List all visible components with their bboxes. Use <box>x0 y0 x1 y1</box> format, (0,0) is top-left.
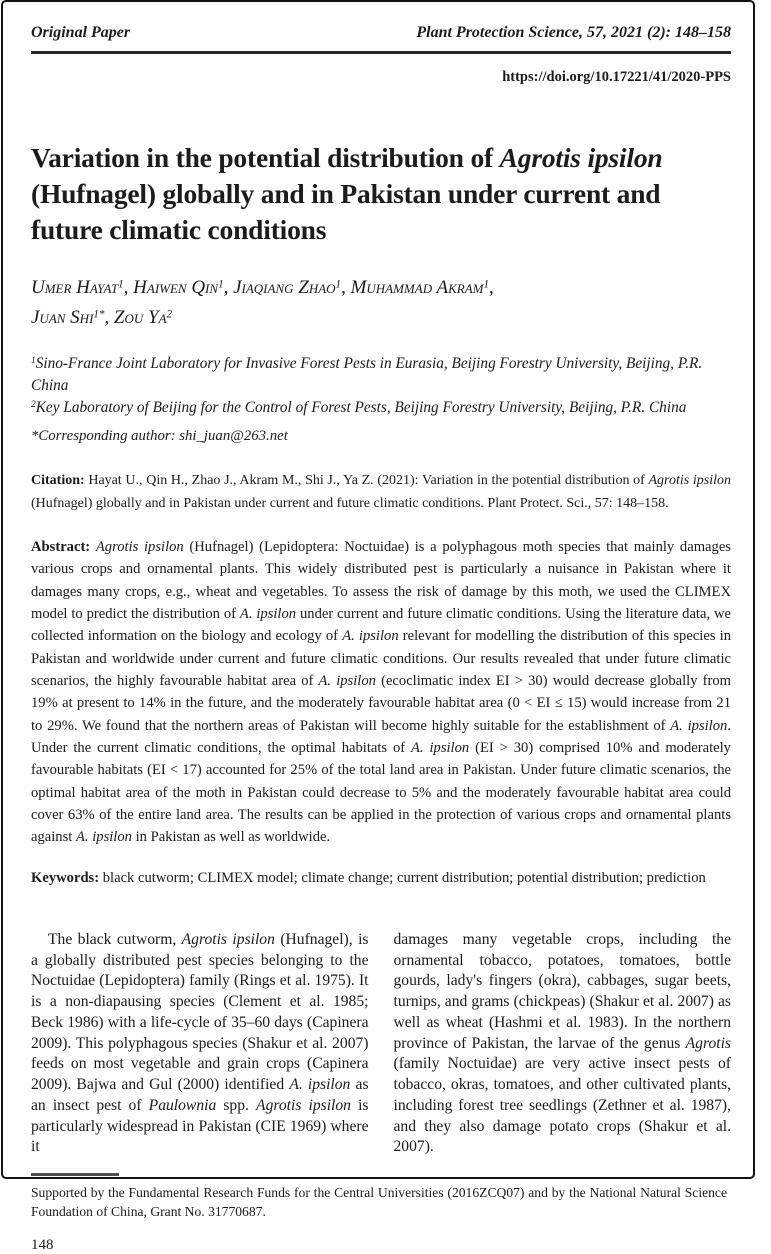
body-column-left <box>31 930 369 1158</box>
running-head <box>31 24 731 42</box>
body-text <box>31 930 731 1158</box>
citation: Citation: Hayat U., Qin H., Zhao J., Akram M., Shi J., Ya Z. (2021): Variation in the potential distribution of Agrotis ipsilon (Hufnagel) globally and in Pakistan under current and future climatic conditions. Plant Protect. Sci., 57: 148–158. <box>31 473 731 511</box>
paper-title: Variation in the potential distribution of Agrotis ipsilon (Hufnagel) globally and in Pakistan under current and future climatic conditions <box>31 142 663 245</box>
funding-footnote: Supported by the Fundamental Research Funds for the Central Universities (2016ZCQ07) and by the National Natural Science Foundation of China, Grant No. 31770687. <box>31 1185 727 1220</box>
page-number: 148 <box>31 1236 54 1253</box>
author-list <box>31 273 731 332</box>
abstract: Abstract: Agrotis ipsilon (Hufnagel) (Lepidoptera: Noctuidae) is a polyphagous moth species that mainly damages various crops and ornamental plants. This widely distributed pest is particularly a nuisance in Pakistan where it damages many crops, e.g., wheat and vegetables. To assess the risk of damage by this moth, we used the CLIMEX model to predict the distribution of A. ipsilon under current and future climatic conditions. Using the literature data, we collected information on the biology and ecology of A. ipsilon relevant for modelling the distribution of this species in Pakistan and worldwide under current and future climatic conditions. Our results revealed that under future climatic scenarios, the highly favourable habitat area of A. ipsilon (ecoclimatic index EI > 30) would decrease globally from 19% at present to 14% in the future, and the moderately favourable habitat area (0 < EI ≤ 15) would increase from 21 to 29%. We found that the northern areas of Pakistan will become highly suitable for the establishment of A. ipsilon. Under the current climatic conditions, the optimal habitats of A. ipsilon (EI > 30) comprised 10% and moderately favourable habitats (EI < 17) accounted for 25% of the total land area in Pakistan. Under future climatic scenarios, the optimal habitat area of the moth in Pakistan could decrease to 5% and the moderately favourable habitat area could cover 63% of the entire land area. The results can be applied in the protection of various crops and ornamental plants against A. ipsilon in Pakistan as well as worldwide. <box>31 538 732 846</box>
body-column-right <box>394 930 732 1158</box>
paragraph: The black cutworm, Agrotis ipsilon (Hufnagel), is a globally distributed pest species belonging to the Noctuidae (Lepidoptera) family (Rings et al. 1975). It is a non-diapausing species (Clement et al. 1985; Beck 1986) with a life-cycle of 35–60 days (Capinera 2009). This polyphagous species (Shakur et al. 2007) feeds on most vegetable and grain crops (Capinera 2009). Bajwa and Gul (2000) identified A. ipsilon as an insect pest of Paulownia spp. Agrotis ipsilon is particularly widespread in Pakistan (CIE 1969) where it <box>31 930 369 1156</box>
affiliation-1: $^1$Sino-France Joint Laboratory for Invasive Forest Pests in Eurasia, Beijing Forestry University, Beijing, P.R. China <box>31 355 703 395</box>
keywords: Keywords: black cutworm; CLIMEX model; climate change; current distribution; potential distribution; prediction <box>31 869 706 886</box>
footnote-rule <box>31 1173 119 1176</box>
author-line-1: Umer Hayat$^1$, Haiwen Qin$^1$, Jiaqiang Zhao$^1$, Muhammad Akram$^1$, <box>31 277 494 299</box>
affiliations <box>31 353 731 419</box>
running-head-type: Original Paper <box>31 24 131 41</box>
page-content <box>3 2 753 1254</box>
paragraph: damages many vegetable crops, including the ornamental tobacco, potatoes, tomatoes, bottle gourds, lady's fingers (okra), cabbages, sugar beets, turnips, and grams (chickpeas) (Shakur et al. 2007) as well as wheat (Hashmi et al. 1983). In the northern province of Pakistan, the larvae of the genus Agrotis (family Noctuidae) are very active insect pests of tobacco, okras, tomatoes, and other cultivated plants, including forest tree seedlings (Zethner et al. 1987), and they also damage potato crops (Shakur et al. 2007). <box>393 930 731 1156</box>
author-line-2: Juan Shi$^{1*}$, Zou Ya$^2$ <box>31 306 173 328</box>
affiliation-2: $^2$Key Laboratory of Beijing for the Control of Forest Pests, Beijing Forestry University, Beijing, P.R. China <box>31 399 687 417</box>
corresponding-author: *Corresponding author: shi_juan@263.net <box>31 428 288 445</box>
header-rule <box>31 51 731 54</box>
doi-link[interactable]: https://doi.org/10.17221/41/2020-PPS <box>502 69 731 85</box>
page-frame <box>1 0 755 1253</box>
running-head-journal: Plant Protection Science, 57, 2021 (2): 148–158 <box>416 24 731 41</box>
